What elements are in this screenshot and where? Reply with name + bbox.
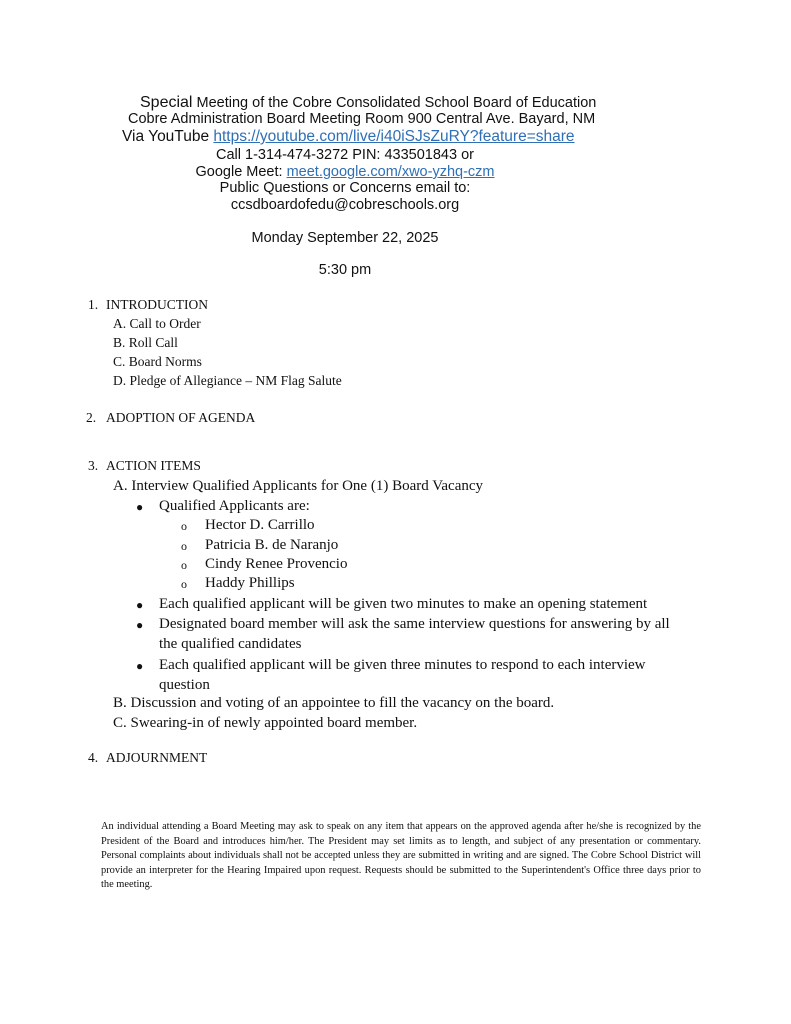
- section-2-title: ADOPTION OF AGENDA: [106, 410, 256, 425]
- intro-item: D. Pledge of Allegiance – NM Flag Salute: [113, 373, 342, 388]
- action-item-b: B. Discussion and voting of an appointee to fill the vacancy on the board.: [113, 695, 555, 711]
- public-questions-line: Public Questions or Concerns email to:: [219, 180, 471, 196]
- applicant-name: Hector D. Carrillo: [205, 517, 315, 533]
- header-line-1: [140, 94, 596, 112]
- interview-questions-note-cont: the qualified candidates: [159, 636, 302, 652]
- action-item-a: A. Interview Qualified Applicants for One (1) Board Vacancy: [113, 478, 484, 494]
- applicant-name: Patricia B. de Naranjo: [205, 537, 339, 553]
- google-meet-label: Google Meet:: [195, 164, 287, 180]
- section-4-number: 4.: [88, 750, 99, 765]
- email-address: ccsdboardofedu@cobreschools.org: [230, 197, 460, 213]
- intro-item: B. Roll Call: [113, 335, 178, 350]
- intro-item: A. Call to Order: [113, 316, 201, 331]
- meeting-time: 5:30 pm: [318, 262, 372, 278]
- section-1-number: 1.: [88, 297, 99, 312]
- google-meet-link[interactable]: meet.google.com/xwo-yzhq-czm: [286, 164, 495, 180]
- bullet-icon: ●: [136, 500, 144, 514]
- response-time-note-cont: question: [159, 677, 210, 693]
- phone-line: Call 1-314-474-3272 PIN: 433501843 or: [216, 147, 474, 163]
- applicant-name: Cindy Renee Provencio: [205, 556, 348, 572]
- header-line-3: [122, 128, 575, 145]
- applicant-name: Haddy Phillips: [205, 575, 295, 591]
- circle-bullet-icon: o: [181, 539, 187, 553]
- section-3-title: ACTION ITEMS: [106, 458, 201, 473]
- circle-bullet-icon: o: [181, 558, 187, 572]
- section-4-title: ADJOURNMENT: [106, 750, 208, 765]
- bullet-icon: ●: [136, 598, 144, 612]
- public-comment-notice: An individual attending a Board Meeting may ask to speak on any item that appears on the approved agenda after he/she is recognized by the President of the Board and introduces him/her. The President may set limits as to length, and subject of any presentation or commentary. Personal complaints about individuals shall not be accepted unless they are submitted in writing and are signed. The Cobre School District will provide an interpreter for the Hearing Impaired upon request. Requests should be submitted to the Superintendent's Office three days prior to the meeting.: [101, 821, 701, 890]
- applicants-label: Qualified Applicants are:: [159, 498, 310, 514]
- bullet-icon: ●: [136, 659, 144, 673]
- opening-statement-note: Each qualified applicant will be given two minutes to make an opening statement: [159, 596, 648, 612]
- bullet-icon: ●: [136, 618, 144, 632]
- action-item-c: C. Swearing-in of newly appointed board member.: [113, 715, 418, 731]
- section-2-number: 2.: [86, 410, 97, 425]
- header-line-2: Cobre Administration Board Meeting Room 900 Central Ave. Bayard, NM: [128, 111, 596, 127]
- circle-bullet-icon: o: [181, 519, 187, 533]
- meeting-date: Monday September 22, 2025: [251, 230, 439, 246]
- header-title: Meeting of the Cobre Consolidated School Board of Education: [192, 95, 597, 111]
- response-time-note: Each qualified applicant will be given three minutes to respond to each interview: [159, 657, 646, 673]
- special-label: Special: [140, 94, 193, 111]
- interview-questions-note: Designated board member will ask the same interview questions for answering by all: [159, 616, 670, 632]
- section-1-title: INTRODUCTION: [106, 297, 208, 312]
- youtube-label: Via YouTube: [122, 128, 214, 145]
- circle-bullet-icon: o: [181, 577, 187, 591]
- intro-item: C. Board Norms: [113, 354, 202, 369]
- youtube-link[interactable]: https://youtube.com/live/i40iSJsZuRY?feature=share: [213, 128, 575, 145]
- google-meet-line: [0, 164, 690, 181]
- section-3-number: 3.: [88, 458, 99, 473]
